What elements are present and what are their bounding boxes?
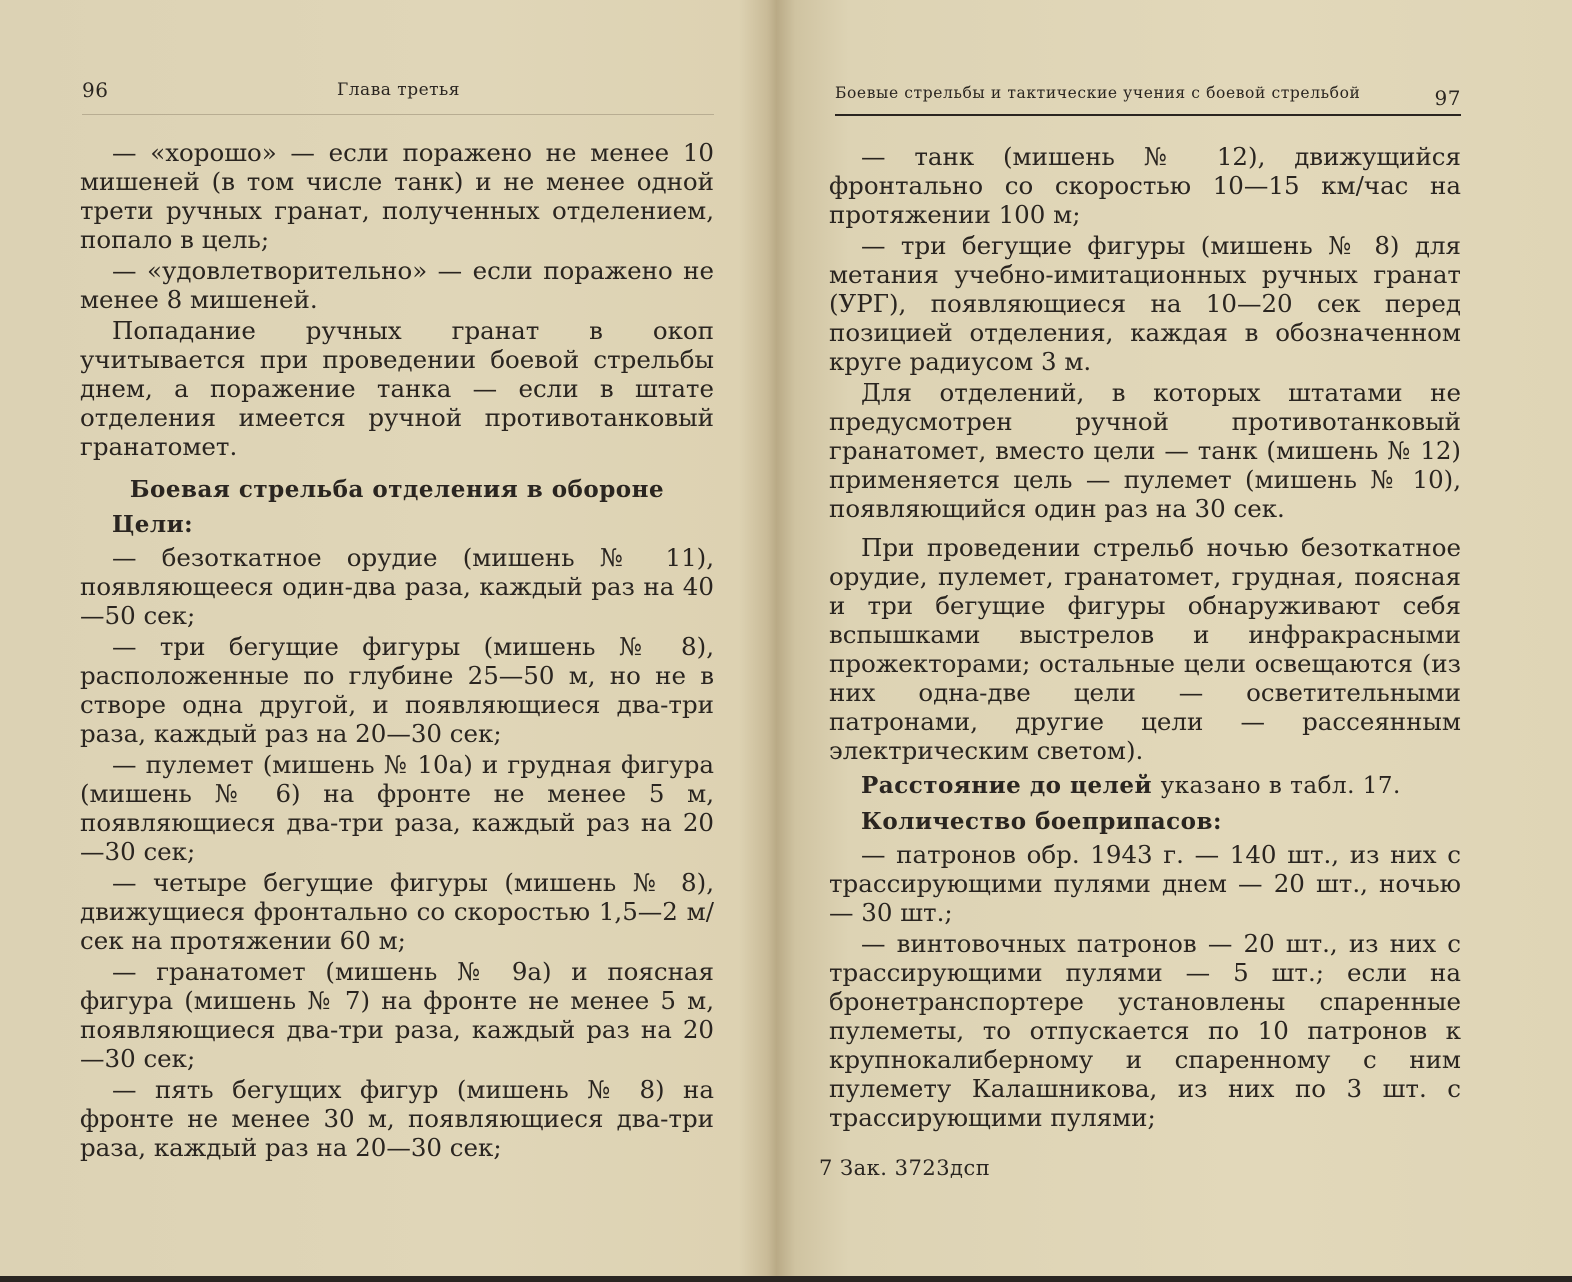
- target-item: — безоткатное орудие (мишень № 11), появляющееся один-два раза, каждый раз на 40—50 сек;: [80, 543, 714, 630]
- ammo-item: — патронов обр. 1943 г. — 140 шт., из них с трассирующими пулями днем — 20 шт., ночью — 30 шт.;: [829, 840, 1461, 927]
- ammo-item: — винтовочных патронов — 20 шт., из них с трассирующими пулями — 5 шт.; если на бронетранспортере установлены спаренные пулеметы, то отпускается по 10 патронов к крупнокалиберному и спаренному с ним пулемету Калашникова, из них по 3 шт. с трассирующими пулями;: [829, 929, 1461, 1132]
- target-item: — три бегущие фигуры (мишень № 8) для метания учебно-имитационных ручных гранат (УРГ), появляющиеся на 10—20 сек перед позицией отделения, каждая в обозначенном круге радиусом 3 м.: [829, 231, 1461, 376]
- distance-line: [829, 771, 1461, 801]
- distance-label: Расстояние до целей: [861, 772, 1153, 799]
- page-footer: 7 Зак. 3723дсп: [819, 1156, 991, 1180]
- left-page-header: [82, 78, 714, 115]
- left-page-body: [80, 138, 714, 1164]
- left-page: [0, 0, 770, 1276]
- paragraph: Попадание ручных гранат в окоп учитывается при проведении боевой стрельбы днем, а поражение танка — если в штате отделения имеется ручной противотанковый гранатомет.: [80, 316, 714, 461]
- right-page: [775, 0, 1572, 1276]
- target-item: — танк (мишень № 12), движущийся фронтально со скоростью 10—15 км/час на протяжении 100 м;: [829, 142, 1461, 229]
- paragraph: Для отделений, в которых штатами не предусмотрен ручной противотанковый гранатомет, вместо цели — танк (мишень № 12) применяется цель — пулемет (мишень № 10), появляющийся один раз на 30 сек.: [829, 378, 1461, 523]
- target-item: — четыре бегущие фигуры (мишень № 8), движущиеся фронтально со скоростью 1,5—2 м/сек на протяжении 60 м;: [80, 868, 714, 955]
- ammo-label: Количество боеприпасов:: [861, 808, 1222, 835]
- right-page-body: [829, 142, 1461, 1134]
- paragraph: — «хорошо» — если поражено не менее 10 мишеней (в том числе танк) и не менее одной трети ручных гранат, полученных отделением, попало в цель;: [80, 138, 714, 254]
- target-item: — пять бегущих фигур (мишень № 8) на фронте не менее 30 м, появляющиеся два-три раза, каждый раз на 20—30 сек;: [80, 1075, 714, 1162]
- page-number: 96: [82, 78, 109, 102]
- right-page-header: [835, 78, 1461, 116]
- running-head: Глава третья: [337, 80, 461, 100]
- distance-text: указано в табл. 17.: [1160, 773, 1401, 799]
- page-number: 97: [1434, 86, 1461, 110]
- target-item: — пулемет (мишень № 10а) и грудная фигура (мишень № 6) на фронте не менее 5 м, появляющиеся два-три раза, каждый раз на 20—30 сек;: [80, 750, 714, 866]
- targets-label: Цели:: [112, 511, 194, 538]
- paragraph: При проведении стрельб ночью безоткатное орудие, пулемет, гранатомет, грудная, поясная и три бегущие фигуры обнаруживают себя вспышками выстрелов и инфракрасными прожекторами; остальные цели освещаются (из них одна-две цели — осветительными патронами, другие цели — рассеянным электрическим светом).: [829, 533, 1461, 765]
- paragraph: — «удовлетворительно» — если поражено не менее 8 мишеней.: [80, 256, 714, 314]
- target-item: — три бегущие фигуры (мишень № 8), расположенные по глубине 25—50 м, но не в створе одна другой, и появляющиеся два-три раза, каждый раз на 20—30 сек;: [80, 632, 714, 748]
- target-item: — гранатомет (мишень № 9а) и поясная фигура (мишень № 7) на фронте не менее 5 м, появляющиеся два-три раза, каждый раз на 20—30 сек;: [80, 957, 714, 1073]
- section-heading: Боевая стрельба отделения в обороне: [129, 476, 665, 503]
- running-head: Боевые стрельбы и тактические учения с боевой стрельбой: [835, 84, 1361, 102]
